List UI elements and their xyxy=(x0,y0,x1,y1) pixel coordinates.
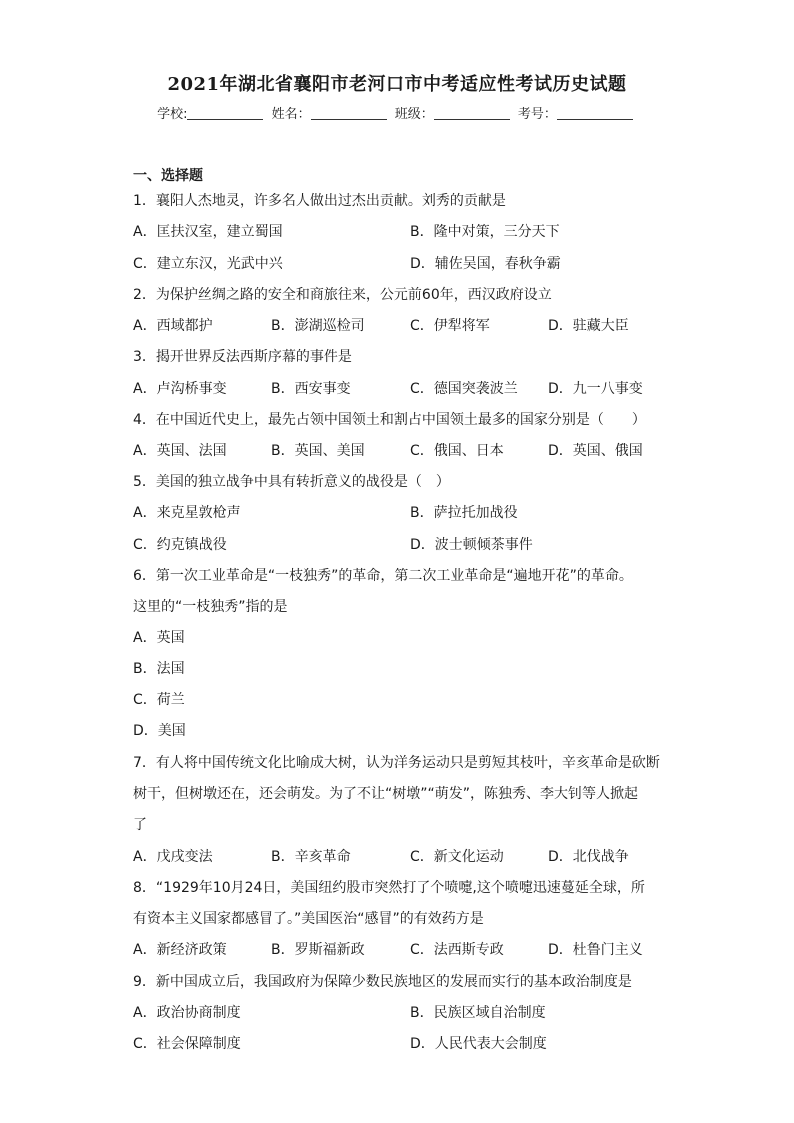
question-5-option-b: B．萨拉托加战役 xyxy=(410,505,518,521)
question-5-option-c: C．约克镇战役 xyxy=(133,537,227,553)
number-blank xyxy=(557,107,633,120)
question-9-option-c: C．社会保障制度 xyxy=(133,1036,241,1052)
question-6-stem-cont: 这里的“一枝独秀”指的是 xyxy=(133,599,288,615)
exam-title: 2021年湖北省襄阳市老河口市中考适应性考试历史试题 xyxy=(167,74,627,95)
question-6-stem: 6．第一次工业革命是“一枝独秀”的革命，第二次工业革命是“遍地开花”的革命。 xyxy=(133,568,633,584)
question-5-option-a: A．来克星敦枪声 xyxy=(133,505,241,521)
question-2-option-c: C．伊犁将军 xyxy=(410,318,490,334)
school-label: 学校: xyxy=(157,107,188,122)
question-2-option-b: B．澎湖巡检司 xyxy=(271,318,365,334)
name-blank xyxy=(311,107,387,120)
question-4-option-a: A．英国、法国 xyxy=(133,443,227,459)
question-8-option-a: A．新经济政策 xyxy=(133,942,227,958)
question-8-option-b: B．罗斯福新政 xyxy=(271,942,365,958)
question-8-stem: 8．“1929年10月24日，美国纽约股市突然打了个喷嚏,这个喷嚏迅速蔓延全球，所 xyxy=(133,880,645,896)
question-7-option-c: C．新文化运动 xyxy=(410,849,504,865)
question-1-stem: 1．襄阳人杰地灵，许多名人做出过杰出贡献。刘秀的贡献是 xyxy=(133,193,506,209)
question-3-option-d: D．九一八事变 xyxy=(548,381,643,397)
question-1-option-b: B．隆中对策，三分天下 xyxy=(410,224,560,240)
question-9-option-d: D．人民代表大会制度 xyxy=(410,1036,547,1052)
question-6-option-b: B．法国 xyxy=(133,661,185,677)
school-blank xyxy=(187,107,263,120)
class-label: 班级： xyxy=(394,107,434,122)
question-4-option-d: D．英国、俄国 xyxy=(548,443,643,459)
name-label: 姓名： xyxy=(271,107,311,122)
question-7-option-a: A．戊戌变法 xyxy=(133,849,213,865)
question-2-option-d: D．驻藏大臣 xyxy=(548,318,629,334)
question-1-option-a: A．匡扶汉室，建立蜀国 xyxy=(133,224,283,240)
question-7-option-b: B．辛亥革命 xyxy=(271,849,351,865)
question-5-option-d: D．波士顿倾茶事件 xyxy=(410,537,533,553)
question-9-option-a: A．政治协商制度 xyxy=(133,1005,241,1021)
question-4-stem: 4．在中国近代史上，最先占领中国领土和割占中国领土最多的国家分别是（ ） xyxy=(133,412,646,428)
question-2-stem: 2．为保护丝绸之路的安全和商旅往来，公元前60年，西汉政府设立 xyxy=(133,287,552,303)
question-4-option-b: B．英国、美国 xyxy=(271,443,365,459)
question-5-stem: 5．美国的独立战争中具有转折意义的战役是（ ） xyxy=(133,474,450,490)
question-7-stem: 7．有人将中国传统文化比喻成大树，认为洋务运动只是剪短其枝叶，辛亥革命是砍断 xyxy=(133,755,660,771)
question-3-option-c: C．德国突袭波兰 xyxy=(410,381,518,397)
question-3-option-b: B．西安事变 xyxy=(271,381,351,397)
question-6-option-d: D．美国 xyxy=(133,723,186,739)
question-7-stem-cont: 树干，但树墩还在，还会萌发。为了不让“树墩”“萌发”，陈独秀、李大钊等人掀起 xyxy=(133,786,639,802)
question-2-option-a: A．西域都护 xyxy=(133,318,213,334)
question-3-stem: 3．揭开世界反法西斯序幕的事件是 xyxy=(133,349,352,365)
question-8-option-d: D．杜鲁门主义 xyxy=(548,942,643,958)
question-9-option-b: B．民族区域自治制度 xyxy=(410,1005,546,1021)
question-9-stem: 9．新中国成立后，我国政府为保障少数民族地区的发展而实行的基本政治制度是 xyxy=(133,974,632,990)
question-1-option-c: C．建立东汉，光武中兴 xyxy=(133,256,283,272)
question-1-option-d: D．辅佐吴国，春秋争霸 xyxy=(410,256,561,272)
question-8-option-c: C．法西斯专政 xyxy=(410,942,504,958)
section-heading: 一、选择题 xyxy=(133,168,203,184)
question-6-option-a: A．英国 xyxy=(133,630,185,646)
question-6-option-c: C．荷兰 xyxy=(133,692,185,708)
question-7-option-d: D．北伐战争 xyxy=(548,849,629,865)
class-blank xyxy=(434,107,510,120)
student-info-row xyxy=(0,103,794,122)
number-label: 考号： xyxy=(517,107,557,122)
question-8-stem-cont: 有资本主义国家都感冒了。”美国医治“感冒”的有效药方是 xyxy=(133,911,484,927)
question-3-option-a: A．卢沟桥事变 xyxy=(133,381,227,397)
question-7-stem-end: 了 xyxy=(133,817,147,833)
question-4-option-c: C．俄国、日本 xyxy=(410,443,504,459)
